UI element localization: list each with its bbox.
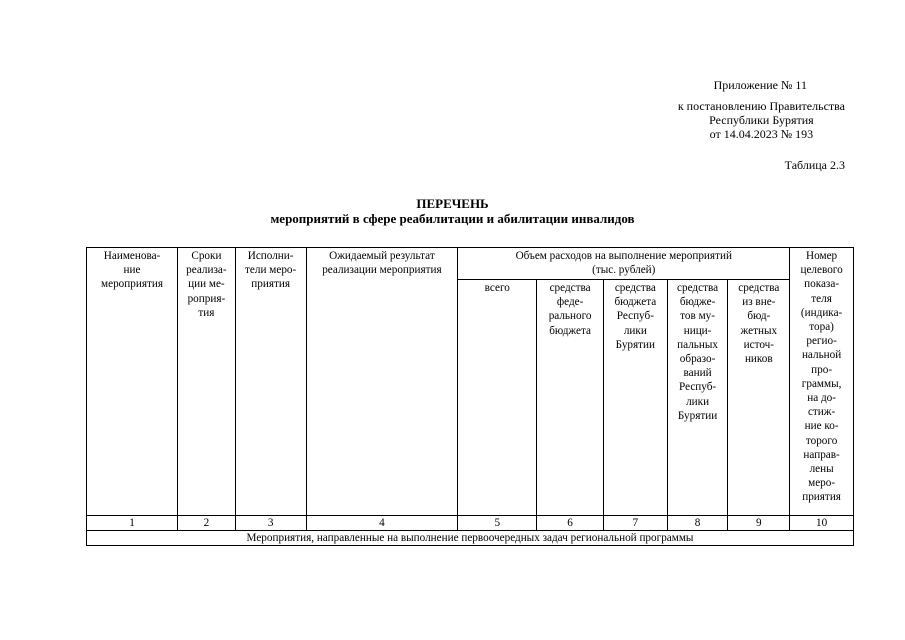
column-number: 5 [458, 516, 537, 531]
appendix-number: Приложение № 11 [713, 78, 807, 92]
column-number: 1 [87, 516, 178, 531]
column-number: 6 [537, 516, 604, 531]
header-text-line: лики [623, 324, 647, 337]
header-text-line: бюджета [614, 296, 657, 309]
header-text-line: лики [686, 395, 710, 408]
header-text-line: роприя- [187, 292, 226, 305]
column-number: 4 [306, 516, 458, 531]
header-text-line: мероприятия [101, 278, 164, 291]
column-number: 9 [728, 516, 790, 531]
header-text-line: регио- [806, 335, 837, 348]
header-text-line: бюд- [747, 310, 771, 323]
subheader-republic-budget [603, 280, 667, 516]
header-text-line: теля [811, 292, 832, 305]
header-text-line: на до- [807, 392, 836, 405]
header-expected-result [306, 248, 458, 516]
header-text-line: про- [811, 363, 833, 376]
column-number: 10 [790, 516, 854, 531]
section-row [87, 531, 854, 546]
header-text-line: направ- [803, 448, 840, 461]
header-text-line: (индика- [800, 306, 843, 319]
header-text-line: показа- [804, 278, 840, 291]
header-text-line: источ- [743, 338, 774, 351]
header-text-line: жетных [740, 324, 778, 337]
header-terms [178, 248, 236, 516]
header-text-line: Ожидаемый результат [329, 250, 435, 262]
header-text-line: ников [744, 353, 773, 366]
header-text-line: ние [123, 264, 141, 277]
header-text-line: Номер [806, 250, 838, 262]
header-text-line: Респуб- [679, 381, 717, 394]
header-text-line: приятия [802, 491, 841, 504]
decree-line: Республики Бурятия [709, 113, 814, 127]
header-text-line: Исполни- [247, 250, 294, 262]
column-numbers-row [87, 516, 854, 531]
header-text-line: ваний [683, 367, 712, 380]
header-text-line: граммы, [801, 377, 842, 390]
header-text-line: средства [614, 282, 656, 294]
header-text-line: ние ко- [804, 420, 839, 433]
header-text-line: лены [809, 463, 834, 476]
header-text-line: ници- [683, 324, 712, 337]
header-text-line: реализации мероприятия [322, 264, 442, 277]
header-text-line: целевого [800, 264, 843, 277]
subheader-extrabudgetary [728, 280, 790, 516]
header-text-line: бюджета [549, 324, 591, 337]
header-text-line: реализа- [186, 264, 227, 277]
header-text-line: средства [738, 282, 780, 294]
subheader-total [458, 280, 537, 516]
column-number: 7 [603, 516, 667, 531]
header-text-line: нальной [801, 349, 842, 362]
header-indicator-number [790, 248, 854, 516]
header-text-line: Бурятии [615, 338, 656, 351]
header-text-line: (тыс. рублей) [592, 264, 656, 277]
header-text-line: стиж- [807, 406, 836, 419]
header-text-line: тия [198, 306, 215, 319]
subheader-federal-budget [537, 280, 604, 516]
header-name [87, 248, 178, 516]
header-text-line: меро- [808, 477, 836, 490]
document-subtitle: мероприятий в сфере реабилитации и абилитации инвалидов [270, 211, 635, 226]
subheader-municipal-budgets [667, 280, 728, 516]
section-title: Мероприятия, направленные на выполнение первоочередных задач региональной программы [87, 531, 854, 546]
header-text-line: бюдже- [679, 296, 716, 309]
header-text-line: Бурятии [677, 409, 718, 422]
table-number: Таблица 2.3 [784, 158, 845, 172]
decree-reference [678, 99, 845, 141]
header-text-line: тов му- [680, 310, 715, 323]
header-text-line: приятия [251, 278, 291, 291]
column-number: 2 [178, 516, 236, 531]
header-text-line: всего [484, 282, 510, 294]
header-text-line: торого [805, 434, 838, 447]
header-text-line: пальных [677, 338, 718, 351]
column-number: 3 [235, 516, 306, 531]
decree-line: к постановлению Правительства [677, 99, 845, 113]
header-text-line: образо- [679, 353, 716, 366]
header-executors [235, 248, 306, 516]
header-text-line: Сроки [191, 250, 222, 262]
header-text-line: средства [549, 282, 591, 294]
header-text-line: Респуб- [616, 310, 654, 323]
header-text-line: феде- [556, 296, 584, 309]
measures-table [86, 247, 854, 546]
header-text-line: тели меро- [245, 264, 297, 277]
document-title: ПЕРЕЧЕНЬ [416, 196, 489, 211]
header-text-line: средства [677, 282, 719, 294]
header-text-line: Наименова- [103, 250, 161, 262]
header-text-line: рального [548, 310, 592, 323]
header-text-line: ции ме- [188, 278, 225, 291]
decree-line: от 14.04.2023 № 193 [709, 127, 814, 141]
header-text-line: Объем расходов на выполнение мероприятий [515, 250, 732, 262]
header-expenses [458, 248, 790, 280]
column-number: 8 [667, 516, 728, 531]
header-text-line: из вне- [742, 296, 776, 309]
header-text-line: тора) [809, 321, 834, 334]
